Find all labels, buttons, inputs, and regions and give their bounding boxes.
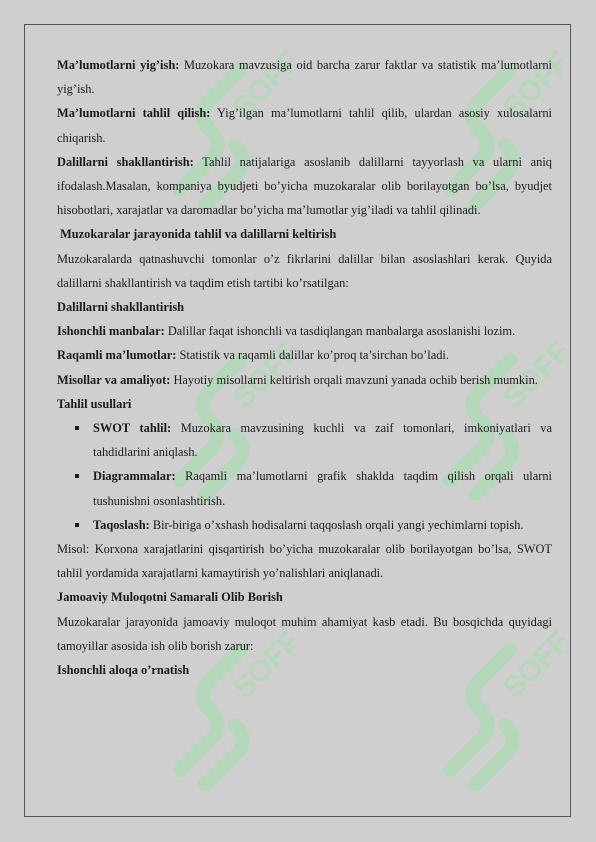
watermark-text: SOFF bbox=[226, 45, 307, 125]
list-item-text: Raqamli ma’lumotlarni grafik shaklda taqdim qilish orqali ularni tushunishni osonlashtirish. bbox=[93, 469, 552, 508]
paragraph-label: Raqamli ma’lumotlar: bbox=[57, 348, 177, 363]
paragraph-text: Dalillar faqat ishonchli va tasdiqlangan manbalarga asoslanishi lozim. bbox=[164, 324, 516, 339]
paragraph bbox=[57, 101, 552, 149]
section-heading bbox=[57, 222, 552, 246]
paragraph-text: Yig’ilgan ma’lumotlarni tahlil qilib, ulardan asosiy xulosalarni chiqarish. bbox=[57, 106, 552, 145]
paragraph-text: Hayotiy misollarni keltirish orqali mavzuni yanada ochib berish mumkin. bbox=[170, 372, 538, 387]
section-heading-text: Jamoaviy Muloqotni Samarali Olib Borish bbox=[57, 590, 283, 605]
paragraph bbox=[57, 53, 552, 101]
paragraph bbox=[57, 368, 552, 392]
section-heading-text: Muzokaralar jarayonida tahlil va dalillarni keltirish bbox=[57, 227, 337, 242]
paragraph-label: Ishonchli manbalar: bbox=[57, 324, 165, 339]
section-heading bbox=[57, 658, 552, 682]
watermark-text: SOFF bbox=[496, 335, 577, 415]
list-item bbox=[57, 464, 552, 512]
section-heading-text: Tahlil usullari bbox=[57, 396, 132, 411]
list-item bbox=[57, 416, 552, 464]
paragraph-label: Ma’lumotlarni tahlil qilish: bbox=[57, 106, 211, 121]
watermark-text: SOFF bbox=[496, 45, 577, 125]
paragraph-text: Statistik va raqamli dalillar ko’proq ta’sirchan bo’ladi. bbox=[176, 348, 449, 363]
paragraph: Muzokaralar jarayonida jamoaviy muloqot muhim ahamiyat kasb etadi. Bu bosqichda quyidagi tamoyillar asosida ish olib borish zarur: bbox=[57, 614, 552, 653]
section-heading-text: Dalillarni shakllantirish bbox=[57, 300, 185, 315]
paragraph-text: Muzokara mavzusiga oid barcha zarur faktlar va statistik ma’lumotlarni yig’ish. bbox=[57, 58, 552, 97]
paragraph-text: Tahlil natijalariga asoslanib dalillarni tayyorlash va ularni aniq ifodalash.Masalan, kompaniya byudjeti bo’yicha muzokaralar olib borilayotgan bo’lsa, byudjet hisobotlari, xarajatlar va daromadlar bo’yicha ma’lumotlar yig’iladi va tahlil qilinadi. bbox=[57, 154, 552, 218]
section-heading bbox=[57, 392, 552, 416]
section-heading-text: Ishonchli aloqa o’rnatish bbox=[57, 663, 190, 678]
watermark-text: SOFF bbox=[496, 625, 577, 705]
paragraph: Muzokaralarda qatnashuvchi tomonlar o’z fikrlarini dalillar bilan asoslashlari kerak. Quyida dalillarni shakllantirish va taqdim etish tartibi ko’rsatilgan: bbox=[57, 251, 552, 290]
paragraph-label: Dalillarni shakllantirish: bbox=[57, 154, 194, 169]
list-item-label: Taqoslash: bbox=[93, 517, 150, 532]
list-item bbox=[57, 513, 552, 537]
paragraph-label: Misollar va amaliyot: bbox=[57, 372, 171, 387]
paragraph: Misol: Korxona xarajatlarini qisqartirish bo’yicha muzokaralar olib borilayotgan bo’lsa, SWOT tahlil yordamida xarajatlarni kamaytirish yo’nalishlari aniqlanadi. bbox=[57, 542, 552, 581]
list-item-text: Muzokara mavzusining kuchli va zaif tomonlari, imkoniyatlari va tahdidlarini aniqlash. bbox=[93, 421, 552, 460]
list-item-label: SWOT tahlil: bbox=[93, 421, 172, 436]
paragraph bbox=[57, 150, 552, 223]
document-body bbox=[57, 53, 552, 682]
paragraph bbox=[57, 319, 552, 343]
watermark-text: SOFF bbox=[226, 625, 307, 705]
bullet-list bbox=[57, 416, 552, 537]
paragraph bbox=[57, 343, 552, 367]
section-heading bbox=[57, 585, 552, 609]
list-item-label: Diagrammalar: bbox=[93, 469, 176, 484]
section-heading bbox=[57, 295, 552, 319]
watermark-text: SOFF bbox=[226, 335, 307, 415]
paragraph-label: Ma’lumotlarni yig’ish: bbox=[57, 58, 180, 72]
list-item-text: Bir-biriga o’xshash hodisalarni taqqoslash orqali yangi yechimlarni topish. bbox=[149, 517, 524, 532]
